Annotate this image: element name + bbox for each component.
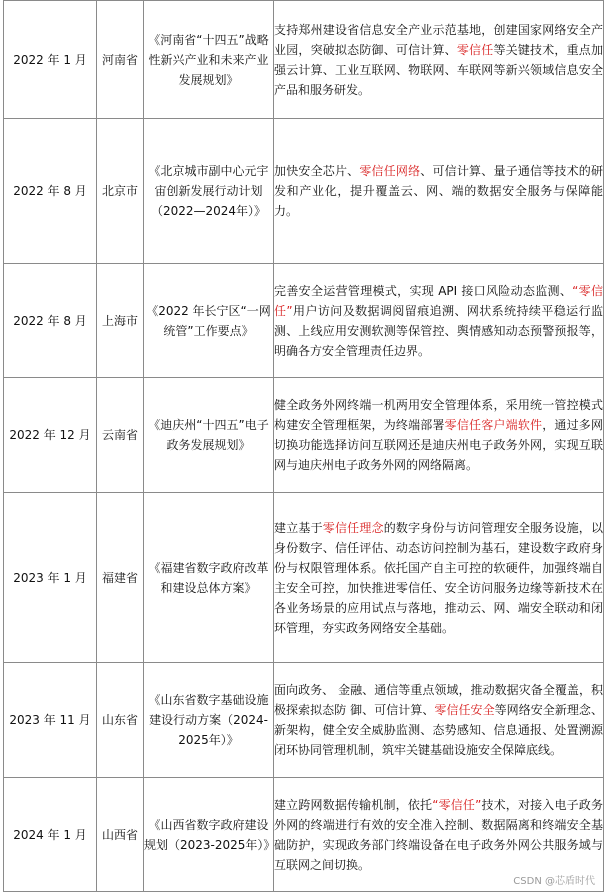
region-cell: 北京市 [97, 119, 144, 264]
date-cell: 2024 年 1 月 [4, 778, 97, 892]
desc-text: 等关键技术，重点加强云计算、工业互联网、物联网、车联网等新兴领域信息安全产品和服务研发。 [274, 42, 603, 97]
desc-text: 加快安全芯片、 [274, 164, 360, 178]
date-cell: 2022 年 8 月 [4, 119, 97, 264]
region-cell: 云南省 [97, 378, 144, 493]
table-row [4, 264, 604, 378]
document-cell: 《山东省数字基础设施建设行动方案（2024-2025年）》 [144, 663, 274, 778]
desc-text: 的数字身份与访问管理安全服务设施，以身份数字、信任评估、动态访问控制为基石，建设数字政府身份与权限管理体系。依托国产自主可控的软硬件，加强终端自主安全可控，加快推进零信任、安全访问服务边缘等新技术在各业务场景的应用试点与落地，推动云、网、端安全联动和闭环管理，夯实政务网络安全基础。 [274, 520, 603, 635]
desc-text: 用户访问及数据调阅留痕追溯、网状系统持续平稳运行监测、上线应用安测软测等保管控、舆情感知动态预警预报等，明确各方安全管理责任边界。 [274, 303, 603, 358]
description-cell [274, 663, 604, 778]
desc-highlight: “零信任” [274, 283, 604, 318]
description-cell [274, 493, 604, 663]
region-cell: 河南省 [97, 1, 144, 119]
desc-text: 面向政务、 金融、通信等重点领域，推动数据灾备全覆盖，积极探索拟态防 御、可信计算、 [274, 683, 603, 717]
description-cell [274, 119, 604, 264]
desc-highlight: 零信任网络 [359, 164, 421, 178]
document-cell: 《山西省数字政府建设规划（2023-2025年）》 [144, 778, 274, 892]
document-cell: 《2022 年长宁区“一网统管”工作要点》 [144, 264, 274, 378]
desc-highlight: 零信任理念 [322, 520, 384, 535]
description-cell [274, 1, 604, 119]
desc-text: 建立跨网数据传输机制，依托 [274, 797, 433, 812]
desc-text: 建立基于 [274, 520, 323, 535]
document-cell: 《迪庆州“十四五”电子政务发展规划》 [144, 378, 274, 493]
desc-text: 等网络安全新理念、新架构，健全安全威胁监测、态势感知、信息通报、处置溯源闭环协同管理机制，筑牢关键基础设施安全保障底线。 [274, 703, 603, 757]
desc-highlight: “零信任” [432, 797, 482, 812]
document-cell: 《福建省数字政府改革和建设总体方案》 [144, 493, 274, 663]
region-cell: 福建省 [97, 493, 144, 663]
desc-highlight: 零信任安全 [434, 703, 495, 717]
description-cell [274, 378, 604, 493]
date-cell: 2022 年 12 月 [4, 378, 97, 493]
region-cell: 山东省 [97, 663, 144, 778]
desc-text: 、可信计算、量子通信等技术的研发和产业化，提升覆盖云、网、端的数据安全服务与保障能力。 [274, 164, 603, 218]
document-cell: 《北京城市副中心元宇宙创新发展行动计划（2022—2024年）》 [144, 119, 274, 264]
table-row [4, 378, 604, 493]
desc-highlight: 零信任客户端软件 [444, 418, 543, 432]
policy-table [3, 0, 604, 892]
desc-highlight: 零信任 [456, 42, 494, 57]
table-row [4, 1, 604, 119]
desc-text: 支持郑州建设省信息安全产业示范基地，创建国家网络安全产业园，突破拟态防御、可信计算、 [274, 22, 603, 57]
desc-text: 健全政务外网终端一机两用安全管理体系，采用统一管控模式构建安全管理框架，为终端部署 [274, 398, 603, 432]
region-cell: 上海市 [97, 264, 144, 378]
desc-text: 技术，对接入电子政务外网的终端进行有效的安全准入控制、数据隔离和终端安全基础防护，实现政务部门终端设备在电子政务外网公共服务域与互联网之间切换。 [274, 797, 603, 872]
desc-text: ，通过多网切换功能选择访问互联网还是迪庆州电子政务外网，实现互联网与迪庆州电子政务外网的网络隔离。 [274, 418, 603, 472]
date-cell: 2022 年 8 月 [4, 264, 97, 378]
document-cell: 《河南省“十四五”战略性新兴产业和未来产业发展规划》 [144, 1, 274, 119]
date-cell: 2023 年 1 月 [4, 493, 97, 663]
table-row [4, 663, 604, 778]
watermark: CSDN @芯盾时代 [511, 872, 597, 887]
table-row [4, 119, 604, 264]
date-cell: 2022 年 1 月 [4, 1, 97, 119]
table-row [4, 493, 604, 663]
region-cell: 山西省 [97, 778, 144, 892]
description-cell [274, 264, 604, 378]
desc-text: 完善安全运营管理模式，实现 API 接口风险动态监测、 [274, 283, 573, 298]
date-cell: 2023 年 11 月 [4, 663, 97, 778]
